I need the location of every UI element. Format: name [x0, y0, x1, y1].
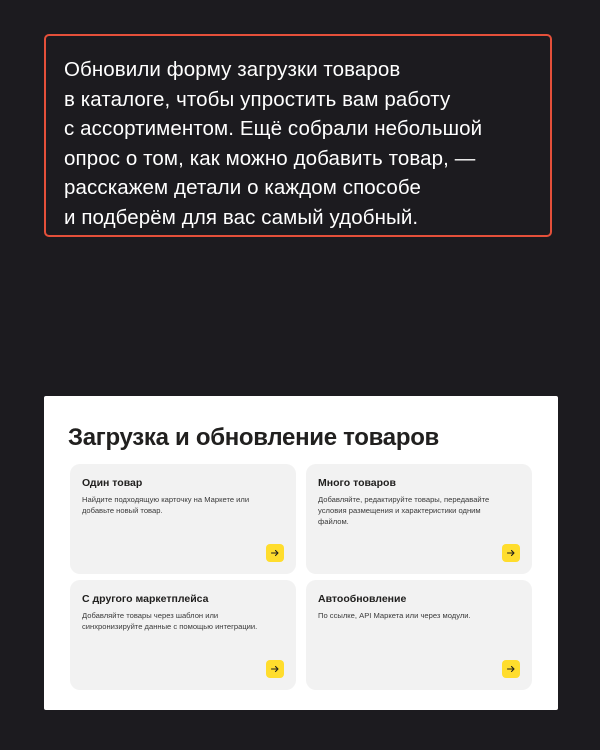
- card-single-product[interactable]: [70, 464, 296, 574]
- arrow-right-icon[interactable]: [502, 660, 520, 678]
- card-description: Добавляйте, редактируйте товары, передавайте условия размещения и характеристики одним файлом.: [318, 495, 490, 526]
- card-description: По ссылке, API Маркета или через модули.: [318, 611, 471, 620]
- card-title: С другого маркетплейса: [82, 593, 209, 605]
- card-other-marketplace[interactable]: [70, 580, 296, 690]
- card-title: Много товаров: [318, 477, 396, 489]
- arrow-right-icon[interactable]: [502, 544, 520, 562]
- card-many-products[interactable]: [306, 464, 532, 574]
- intro-text: Обновили форму загрузки товаров в каталоге, чтобы упростить вам работу с ассортиментом. Ещё собрали небольшой опрос о том, как можно добавить товар, — расскажем детали о каждом способе и подберём для вас самый удобный.: [64, 58, 483, 229]
- card-auto-update[interactable]: [306, 580, 532, 690]
- arrow-right-icon[interactable]: [266, 660, 284, 678]
- upload-panel: [44, 396, 558, 710]
- panel-title: Загрузка и обновление товаров: [68, 424, 440, 451]
- card-description: Найдите подходящую карточку на Маркете или добавьте новый товар.: [82, 495, 250, 515]
- intro-callout: [44, 34, 552, 237]
- card-title: Автообновление: [318, 593, 407, 605]
- card-description: Добавляйте товары через шаблон или синхронизируйте данные с помощью интеграции.: [82, 611, 258, 631]
- card-title: Один товар: [82, 477, 143, 489]
- arrow-right-icon[interactable]: [266, 544, 284, 562]
